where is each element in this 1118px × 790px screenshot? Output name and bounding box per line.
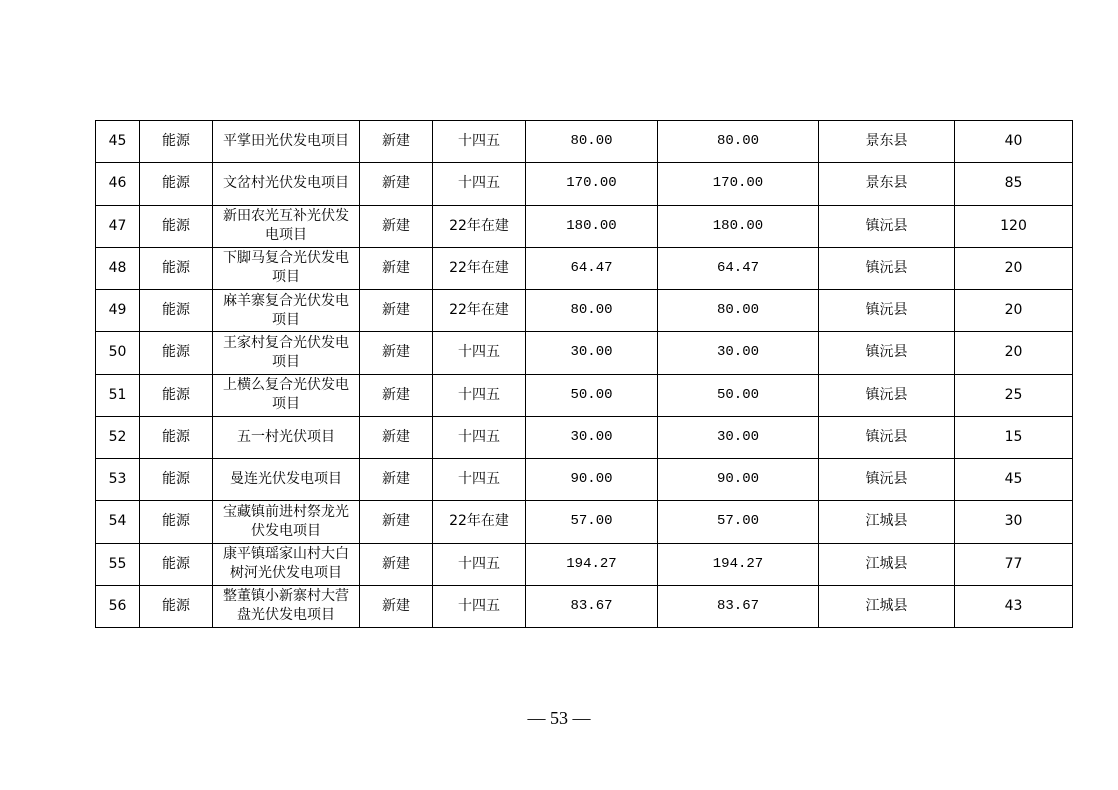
total-investment-cell: 90.00 — [526, 459, 658, 501]
table-row — [96, 501, 1073, 543]
category-cell: 能源 — [140, 459, 213, 501]
total-investment-cell: 64.47 — [526, 247, 658, 289]
construction-type-cell: 新建 — [360, 247, 433, 289]
row-number-cell: 56 — [96, 585, 140, 627]
county-cell: 镇沅县 — [819, 290, 955, 332]
planned-investment-cell: 80.00 — [658, 290, 819, 332]
construction-type-cell: 新建 — [360, 121, 433, 163]
construction-type-cell: 新建 — [360, 585, 433, 627]
table-row — [96, 374, 1073, 416]
row-number-cell: 46 — [96, 163, 140, 205]
capacity-cell: 25 — [955, 374, 1073, 416]
total-investment-cell: 80.00 — [526, 121, 658, 163]
table-row — [96, 290, 1073, 332]
planned-investment-cell: 50.00 — [658, 374, 819, 416]
capacity-cell: 85 — [955, 163, 1073, 205]
table-row — [96, 332, 1073, 374]
table-row — [96, 416, 1073, 458]
category-cell: 能源 — [140, 205, 213, 247]
construction-type-cell: 新建 — [360, 163, 433, 205]
county-cell: 景东县 — [819, 163, 955, 205]
construction-type-cell: 新建 — [360, 374, 433, 416]
planned-investment-cell: 170.00 — [658, 163, 819, 205]
capacity-cell: 77 — [955, 543, 1073, 585]
project-name-cell — [213, 543, 360, 585]
category-cell: 能源 — [140, 585, 213, 627]
capacity-cell: 15 — [955, 416, 1073, 458]
table-row — [96, 205, 1073, 247]
capacity-cell: 20 — [955, 290, 1073, 332]
project-name-cell — [213, 163, 360, 205]
table-row — [96, 121, 1073, 163]
county-cell: 镇沅县 — [819, 247, 955, 289]
project-name-text: 新田农光互补光伏发电项目 — [223, 208, 349, 244]
project-name-text: 下脚马复合光伏发电项目 — [223, 250, 349, 286]
period-cell: 十四五 — [433, 416, 526, 458]
total-investment-cell: 30.00 — [526, 332, 658, 374]
planned-investment-cell: 64.47 — [658, 247, 819, 289]
capacity-cell: 45 — [955, 459, 1073, 501]
capacity-cell: 120 — [955, 205, 1073, 247]
planned-investment-cell: 180.00 — [658, 205, 819, 247]
period-cell: 十四五 — [433, 163, 526, 205]
period-cell: 22年在建 — [433, 247, 526, 289]
row-number-cell: 55 — [96, 543, 140, 585]
planned-investment-cell: 83.67 — [658, 585, 819, 627]
project-name-text: 曼连光伏发电项目 — [230, 471, 342, 488]
planned-investment-cell: 30.00 — [658, 416, 819, 458]
project-name-text: 上横么复合光伏发电项目 — [223, 377, 349, 413]
project-name-text: 王家村复合光伏发电项目 — [223, 334, 349, 370]
period-cell: 22年在建 — [433, 501, 526, 543]
category-cell: 能源 — [140, 121, 213, 163]
construction-type-cell: 新建 — [360, 332, 433, 374]
category-cell: 能源 — [140, 543, 213, 585]
capacity-cell: 43 — [955, 585, 1073, 627]
construction-type-cell: 新建 — [360, 501, 433, 543]
table-row — [96, 247, 1073, 289]
category-cell: 能源 — [140, 290, 213, 332]
total-investment-cell: 80.00 — [526, 290, 658, 332]
period-cell: 十四五 — [433, 585, 526, 627]
period-cell: 十四五 — [433, 374, 526, 416]
period-cell: 22年在建 — [433, 290, 526, 332]
period-cell: 十四五 — [433, 121, 526, 163]
row-number-cell: 52 — [96, 416, 140, 458]
project-name-cell — [213, 416, 360, 458]
table-row — [96, 543, 1073, 585]
category-cell: 能源 — [140, 374, 213, 416]
project-name-text: 文岔村光伏发电项目 — [223, 175, 349, 192]
planned-investment-cell: 90.00 — [658, 459, 819, 501]
county-cell: 景东县 — [819, 121, 955, 163]
period-cell: 十四五 — [433, 543, 526, 585]
project-name-cell — [213, 501, 360, 543]
county-cell: 江城县 — [819, 585, 955, 627]
table-row — [96, 459, 1073, 501]
row-number-cell: 49 — [96, 290, 140, 332]
project-name-text: 整董镇小新寨村大营盘光伏发电项目 — [223, 588, 349, 624]
table-row — [96, 163, 1073, 205]
project-name-cell — [213, 459, 360, 501]
total-investment-cell: 83.67 — [526, 585, 658, 627]
row-number-cell: 51 — [96, 374, 140, 416]
capacity-cell: 20 — [955, 332, 1073, 374]
project-name-cell — [213, 247, 360, 289]
page-number: — 53 — — [527, 708, 591, 728]
category-cell: 能源 — [140, 501, 213, 543]
total-investment-cell: 57.00 — [526, 501, 658, 543]
project-name-cell — [213, 121, 360, 163]
county-cell: 镇沅县 — [819, 416, 955, 458]
row-number-cell: 50 — [96, 332, 140, 374]
construction-type-cell: 新建 — [360, 543, 433, 585]
category-cell: 能源 — [140, 332, 213, 374]
total-investment-cell: 30.00 — [526, 416, 658, 458]
table-body — [96, 121, 1073, 628]
project-name-text: 五一村光伏项目 — [237, 428, 335, 445]
row-number-cell: 48 — [96, 247, 140, 289]
construction-type-cell: 新建 — [360, 205, 433, 247]
period-cell: 十四五 — [433, 332, 526, 374]
row-number-cell: 54 — [96, 501, 140, 543]
project-name-cell — [213, 374, 360, 416]
capacity-cell: 20 — [955, 247, 1073, 289]
capacity-cell: 30 — [955, 501, 1073, 543]
county-cell: 镇沅县 — [819, 332, 955, 374]
project-table — [95, 120, 1073, 628]
table-row — [96, 585, 1073, 627]
project-name-text: 麻羊寨复合光伏发电项目 — [223, 292, 349, 328]
project-name-cell — [213, 290, 360, 332]
planned-investment-cell: 30.00 — [658, 332, 819, 374]
row-number-cell: 47 — [96, 205, 140, 247]
construction-type-cell: 新建 — [360, 416, 433, 458]
row-number-cell: 53 — [96, 459, 140, 501]
project-name-text: 宝藏镇前进村祭龙光伏发电项目 — [223, 503, 349, 539]
category-cell: 能源 — [140, 416, 213, 458]
county-cell: 镇沅县 — [819, 374, 955, 416]
county-cell: 江城县 — [819, 543, 955, 585]
period-cell: 22年在建 — [433, 205, 526, 247]
category-cell: 能源 — [140, 247, 213, 289]
planned-investment-cell: 194.27 — [658, 543, 819, 585]
total-investment-cell: 194.27 — [526, 543, 658, 585]
total-investment-cell: 50.00 — [526, 374, 658, 416]
construction-type-cell: 新建 — [360, 290, 433, 332]
capacity-cell: 40 — [955, 121, 1073, 163]
project-name-text: 平掌田光伏发电项目 — [223, 133, 349, 150]
county-cell: 镇沅县 — [819, 205, 955, 247]
construction-type-cell: 新建 — [360, 459, 433, 501]
total-investment-cell: 170.00 — [526, 163, 658, 205]
county-cell: 江城县 — [819, 501, 955, 543]
total-investment-cell: 180.00 — [526, 205, 658, 247]
planned-investment-cell: 57.00 — [658, 501, 819, 543]
row-number-cell: 45 — [96, 121, 140, 163]
county-cell: 镇沅县 — [819, 459, 955, 501]
project-name-cell — [213, 205, 360, 247]
category-cell: 能源 — [140, 163, 213, 205]
project-name-cell — [213, 332, 360, 374]
project-name-text: 康平镇瑶家山村大白树河光伏发电项目 — [223, 546, 349, 582]
project-name-cell — [213, 585, 360, 627]
planned-investment-cell: 80.00 — [658, 121, 819, 163]
period-cell: 十四五 — [433, 459, 526, 501]
